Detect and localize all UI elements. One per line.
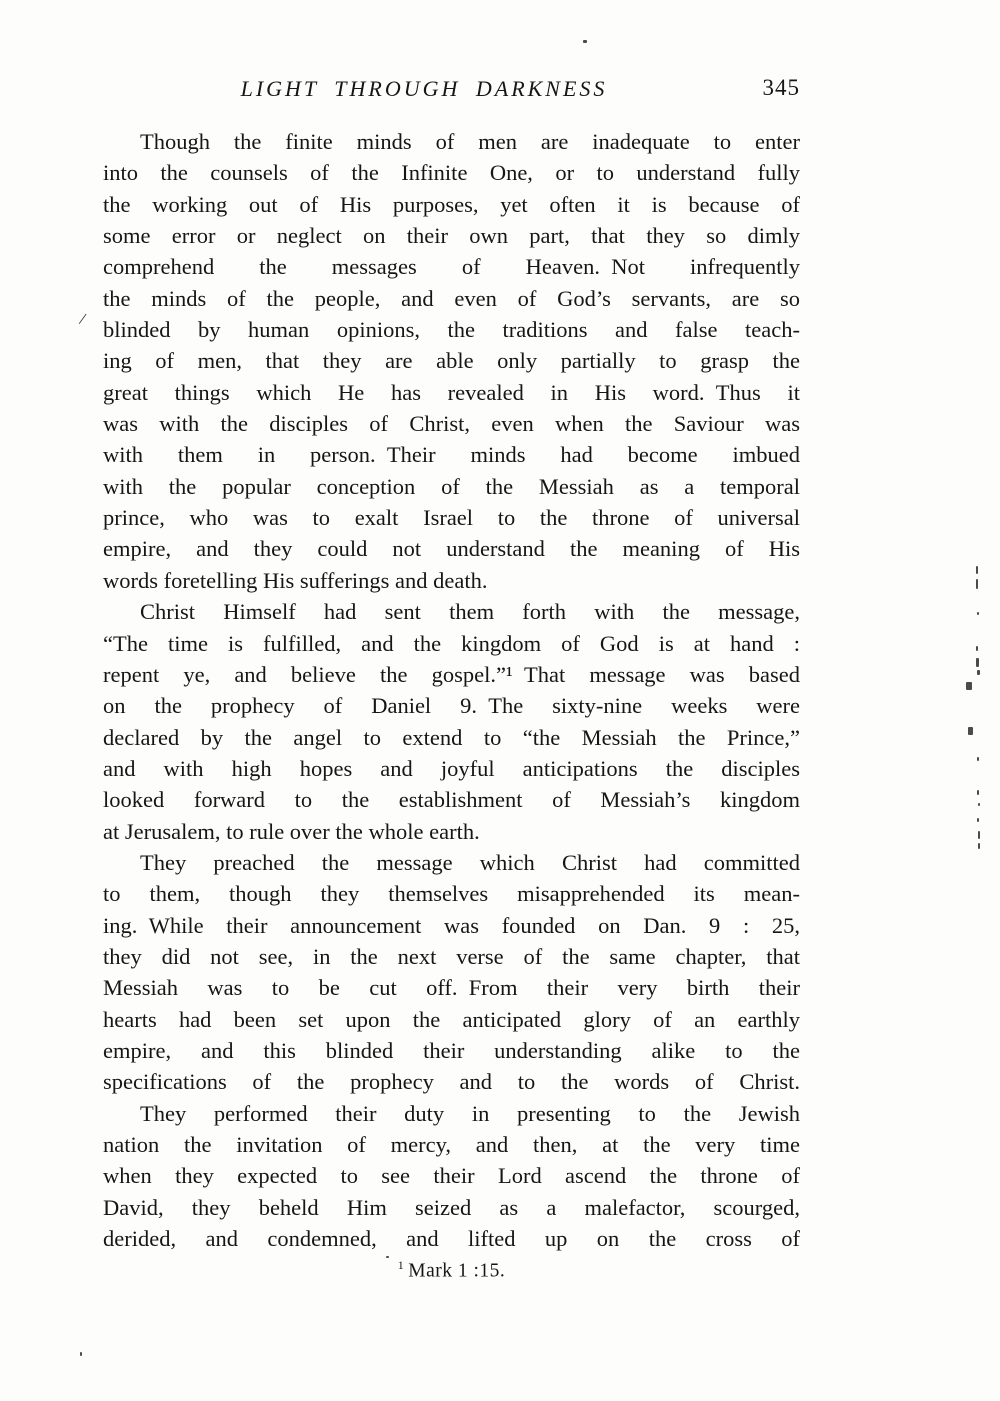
- scan-speck: [977, 757, 979, 761]
- text-line: ing of men, that they are able only partially to grasp the: [103, 348, 800, 374]
- scan-speck: [977, 670, 980, 675]
- text-line: They preached the message which Christ had committed: [140, 849, 800, 875]
- text-line: specifications of the prophecy and to the words of Christ.: [103, 1069, 800, 1095]
- text-line: with them in person. Their minds had become imbued: [103, 442, 800, 468]
- text-line: when they expected to see their Lord ascend the throne of: [103, 1163, 800, 1189]
- text-line: blinded by human opinions, the traditions and false teach-: [103, 317, 800, 343]
- text-line: Christ Himself had sent them forth with the message,: [140, 599, 800, 625]
- text-line: empire, and this blinded their understanding alike to the: [103, 1037, 800, 1063]
- scan-speck: [976, 658, 979, 667]
- text-line: prince, who was to exalt Israel to the throne of universal: [103, 505, 800, 531]
- scan-speck: [976, 579, 978, 589]
- text-line: great things which He has revealed in His word. Thus it: [103, 379, 800, 405]
- footnote-marker: 1: [397, 1258, 405, 1272]
- text-line: they did not see, in the next verse of the same chapter, that: [103, 943, 800, 969]
- text-line: comprehend the messages of Heaven. Not infrequently: [103, 254, 800, 280]
- text-line: was with the disciples of Christ, even when the Saviour was: [103, 411, 800, 437]
- scan-speck: [583, 40, 587, 43]
- scan-speck: [978, 843, 980, 849]
- scan-speck: [977, 818, 979, 822]
- scan-speck: [978, 803, 980, 806]
- text-line: David, they beheld Him seized as a malefactor, scourged,: [103, 1194, 800, 1220]
- text-line: hearts had been set upon the anticipated glory of an earthly: [103, 1006, 800, 1032]
- scan-speck: [966, 682, 972, 690]
- scan-speck: [968, 727, 973, 735]
- text-line: at Jerusalem, to rule over the whole earth.: [103, 818, 480, 844]
- text-line: with the popular conception of the Messiah as a temporal: [103, 473, 800, 499]
- text-line: to them, though they themselves misapprehended its mean-: [103, 881, 800, 907]
- text-line: declared by the angel to extend to “the Messiah the Prince,”: [103, 724, 800, 750]
- margin-mark: /: [78, 310, 86, 329]
- text-line: looked forward to the establishment of Messiah’s kingdom: [103, 787, 800, 813]
- text-line: the minds of the people, and even of God’s servants, are so: [103, 285, 800, 311]
- body-text: [103, 126, 800, 1254]
- text-line: They performed their duty in presenting to the Jewish: [140, 1100, 800, 1126]
- scan-speck: [978, 831, 980, 839]
- text-line: into the counsels of the Infinite One, or to understand fully: [103, 160, 800, 186]
- running-head: [103, 76, 800, 102]
- scan-speck: [977, 790, 979, 795]
- page-number: 345: [762, 75, 800, 100]
- scan-speck: [976, 646, 978, 651]
- scan-speck: [976, 566, 978, 574]
- text-line: “The time is fulfilled, and the kingdom of God is at hand :: [103, 630, 800, 656]
- text-line: words foretelling His sufferings and death.: [103, 567, 488, 593]
- text-line: Messiah was to be cut off. From their very birth their: [103, 975, 800, 1001]
- text-line: and with high hopes and joyful anticipations the disciples: [103, 755, 800, 781]
- running-head-title: LIGHT THROUGH DARKNESS: [240, 76, 608, 101]
- text-line: ing. While their announcement was founded on Dan. 9 : 25,: [103, 912, 800, 938]
- scan-speck: [977, 612, 979, 615]
- text-line: Though the finite minds of men are inadequate to enter: [140, 129, 800, 154]
- scan-speck: [80, 1352, 82, 1356]
- text-line: empire, and they could not understand the meaning of His: [103, 536, 800, 562]
- text-line: repent ye, and believe the gospel.”¹ That message was based: [103, 661, 800, 687]
- text-line: some error or neglect on their own part, that they so dimly: [103, 223, 800, 249]
- scan-speck: [386, 1256, 389, 1258]
- footnote: [103, 1258, 800, 1283]
- text-line: the working out of His purposes, yet often it is because of: [103, 191, 800, 217]
- footnote-text: Mark 1 :15.: [408, 1260, 506, 1282]
- text-line: on the prophecy of Daniel 9. The sixty-nine weeks were: [103, 693, 800, 719]
- text-line: derided, and condemned, and lifted up on the cross of: [103, 1226, 800, 1252]
- text-line: nation the invitation of mercy, and then, at the very time: [103, 1132, 800, 1157]
